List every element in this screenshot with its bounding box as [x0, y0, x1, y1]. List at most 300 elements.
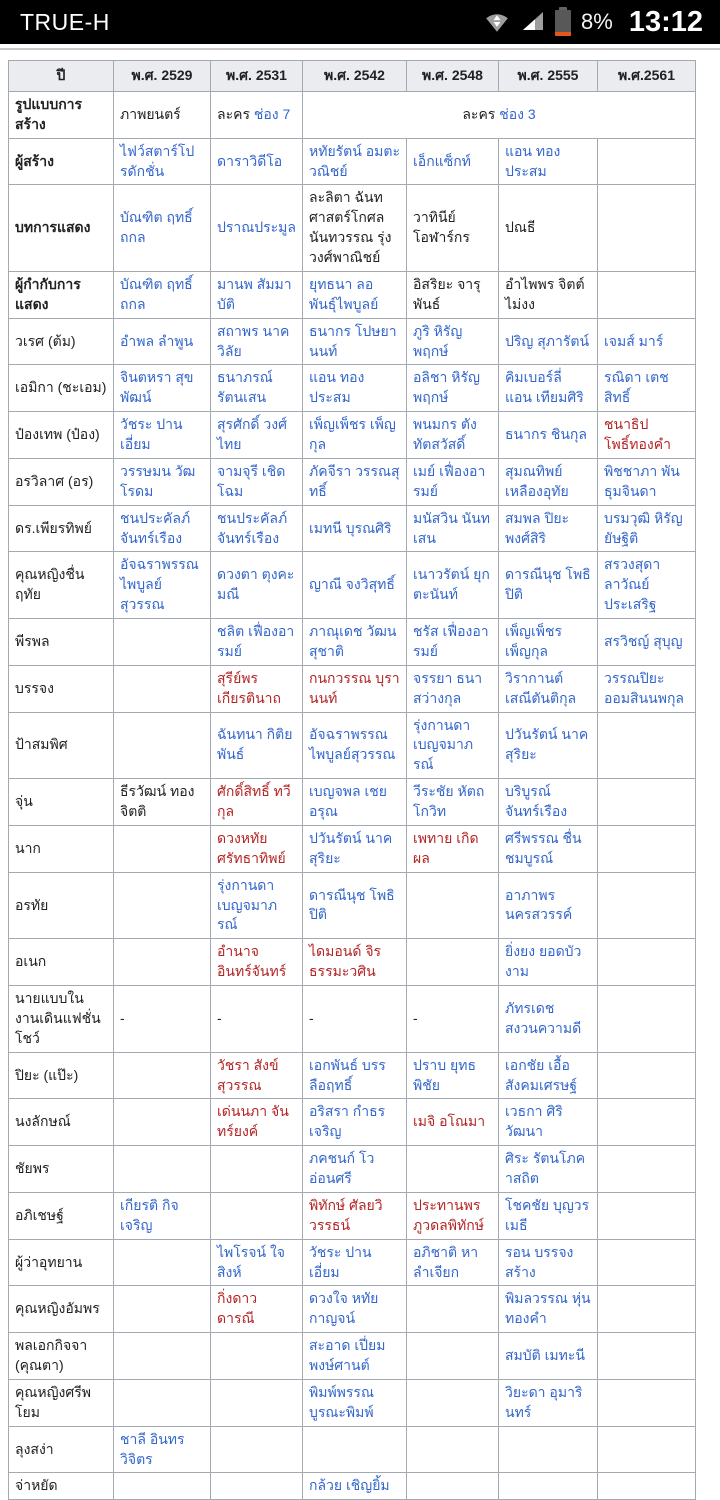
cast-cell — [407, 1473, 499, 1500]
plain-text: - — [413, 1009, 418, 1026]
cast-cell — [499, 619, 598, 666]
wiki-link[interactable]: เอกพันธ์ บรรลือฤทธิ์ — [309, 1056, 386, 1093]
cast-cell — [211, 271, 303, 318]
wiki-link[interactable]: ปวันรัตน์ นาคสุริยะ — [309, 829, 393, 866]
wiki-link[interactable]: เวธกา ศิริวัฒนา — [505, 1103, 563, 1140]
cast-cell — [114, 1239, 211, 1286]
cast-cell — [499, 1192, 598, 1239]
cast-cell — [114, 185, 211, 272]
table-row — [9, 1426, 696, 1473]
wiki-link[interactable]: ไฟว์สตาร์โปรดักชั่น — [120, 142, 195, 179]
cast-cell — [598, 619, 696, 666]
wiki-link[interactable]: ภูริ หิรัญพฤกษ์ — [413, 322, 463, 359]
cast-cell — [303, 138, 407, 185]
row-label: จ่าหยัด — [9, 1473, 114, 1500]
row-label: รูปแบบการสร้าง — [9, 91, 114, 138]
cast-cell — [407, 1333, 499, 1380]
table-row — [9, 712, 696, 779]
wiki-link[interactable]: แอน ทองประสม — [309, 369, 365, 406]
row-label: อเนก — [9, 939, 114, 986]
wiki-link[interactable]: วรรณปิยะ ออมสินนพกุล — [604, 669, 685, 706]
cast-cell — [499, 552, 598, 619]
wiki-link[interactable]: ปริญ สุภารัตน์ — [505, 332, 590, 349]
wiki-link[interactable]: อำพล ลำพูน — [120, 332, 194, 349]
wiki-link[interactable]: ปวันรัตน์ นาคสุริยะ — [505, 726, 589, 763]
wiki-link[interactable]: พิมลวรรณ หุ่นทองคำ — [505, 1290, 591, 1327]
cast-cell — [598, 1192, 696, 1239]
cast-cell — [598, 825, 696, 872]
cast-cell — [303, 986, 407, 1053]
cast-cell — [211, 825, 303, 872]
cast-cell — [114, 665, 211, 712]
cast-cell — [211, 1333, 303, 1380]
wiki-link[interactable]: ชลิต เฟื่องอารมย์ — [217, 623, 295, 659]
cast-cell — [211, 458, 303, 505]
row-label: ผู้ว่าอุทยาน — [9, 1239, 114, 1286]
wiki-link[interactable]: ภคชนก์ โวอ่อนศรี — [309, 1150, 375, 1186]
table-row — [9, 91, 696, 138]
wiki-link[interactable]: มานพ สัมมาบัติ — [217, 275, 292, 312]
wiki-link[interactable]: วิรากานต์ เสณีตันติกุล — [505, 669, 577, 706]
wifi-data-arrows-icon — [484, 9, 510, 35]
wiki-link[interactable]: วิยะดา อุมารินทร์ — [505, 1383, 583, 1420]
cast-cell — [114, 825, 211, 872]
wiki-link[interactable]: ญาณี จงวิสุทธิ์ — [309, 576, 395, 593]
cast-cell — [303, 1286, 407, 1333]
wiki-link[interactable]: เจมส์ มาร์ — [604, 332, 664, 349]
wiki-link[interactable]: ดาราวิดีโอ — [217, 152, 283, 169]
red-link[interactable]: เมจิ อโณมา — [413, 1113, 486, 1130]
cast-cell — [499, 1099, 598, 1146]
plain-text: ปณธี — [505, 219, 536, 236]
wiki-link[interactable]: เพ็ญเพ็ชร เพ็ญกุล — [309, 416, 396, 452]
cast-cell — [211, 185, 303, 272]
wiki-link[interactable]: กล้วย เชิญยิ้ม — [309, 1477, 390, 1494]
cast-cell — [211, 505, 303, 552]
row-label: อภิเชษฐ์ — [9, 1192, 114, 1239]
cast-cell — [114, 412, 211, 459]
cast-cell — [499, 986, 598, 1053]
table-row — [9, 1333, 696, 1380]
cast-cell — [303, 458, 407, 505]
table-row — [9, 1379, 696, 1426]
cast-cell — [303, 1099, 407, 1146]
wiki-link[interactable]: ช่อง 7 — [253, 105, 291, 122]
wiki-link[interactable]: ธนาภรณ์ รัตนเสน — [217, 369, 273, 406]
cast-cell — [114, 505, 211, 552]
cast-cell — [407, 1052, 499, 1099]
wiki-link[interactable]: โชคชัย บุญวรเมธี — [505, 1196, 590, 1233]
cast-cell — [598, 665, 696, 712]
cast-cell — [499, 458, 598, 505]
red-link[interactable]: ไดมอนด์ จิรธรรมะวศิน — [309, 943, 382, 980]
plain-text: ธีรวัฒน์ ทองจิตติ — [120, 783, 195, 819]
cast-cell — [499, 365, 598, 412]
cast-cell — [303, 825, 407, 872]
wiki-link[interactable]: ภาณุเดช วัฒนสุชาติ — [309, 623, 397, 659]
wiki-link[interactable]: ไพโรจน์ ใจสิงห์ — [217, 1243, 286, 1280]
wiki-link[interactable]: เอ็กแซ็กท์ — [413, 152, 471, 169]
red-link[interactable]: ประทานพร ภูวดลพิทักษ์ — [413, 1196, 484, 1233]
wiki-link[interactable]: วรรษมน วัฒโรดม — [120, 462, 196, 499]
wiki-link[interactable]: ช่อง 3 — [499, 105, 536, 122]
row-label: พีรพล — [9, 619, 114, 666]
battery-percent: 8% — [581, 9, 613, 34]
wiki-link[interactable]: พนมกร ตังทัตสวัสดิ์ — [413, 416, 477, 452]
cast-cell — [211, 1192, 303, 1239]
cast-cell — [598, 872, 696, 939]
cast-cell — [303, 1426, 407, 1473]
cast-cell — [598, 1146, 696, 1193]
cast-cell — [303, 1333, 407, 1380]
cast-cell — [598, 1239, 696, 1286]
table-row — [9, 1052, 696, 1099]
table-row — [9, 1286, 696, 1333]
cast-cell — [499, 1239, 598, 1286]
wiki-link[interactable]: เมย์ เฟื่องอารมย์ — [413, 462, 486, 499]
cast-cell — [211, 1146, 303, 1193]
plain-text: - — [309, 1009, 314, 1026]
cast-cell — [114, 986, 211, 1053]
cast-cell — [407, 619, 499, 666]
cast-cell — [114, 91, 211, 138]
status-time: 13:12 — [628, 5, 703, 38]
wiki-link[interactable]: ปราบ ยุทธพิชัย — [413, 1056, 477, 1093]
table-row — [9, 1099, 696, 1146]
cast-cell — [211, 138, 303, 185]
red-link[interactable]: เพทาย เกิดผล — [413, 829, 479, 866]
wiki-link[interactable]: บรมวุฒิ หิรัญยัษฐิติ — [604, 509, 683, 546]
wiki-link[interactable]: มนัสวิน นันทเสน — [413, 509, 491, 546]
cast-cell — [211, 1286, 303, 1333]
cast-cell — [407, 1379, 499, 1426]
wiki-link[interactable]: สุรศักดิ์ วงศ์ไทย — [217, 416, 287, 452]
cast-cell — [114, 872, 211, 939]
wiki-link[interactable]: ชนประคัลภ์ จันทร์เรือง — [217, 509, 288, 546]
cast-cell — [114, 1192, 211, 1239]
cast-cell — [499, 1052, 598, 1099]
cast-cell — [499, 872, 598, 939]
cast-cell — [114, 779, 211, 826]
status-bar-icons — [484, 6, 703, 39]
cast-cell — [211, 712, 303, 779]
cast-cell — [499, 412, 598, 459]
red-link[interactable]: เด่นนภา จันทร์ยงค์ — [217, 1103, 289, 1140]
wiki-link[interactable]: รณิดา เตชสิทธิ์ — [604, 369, 669, 406]
cast-cell — [114, 1052, 211, 1099]
cast-cell — [598, 138, 696, 185]
signal-strength-icon — [520, 11, 544, 33]
cast-cell — [211, 665, 303, 712]
row-label: คุณหญิงศรีพโยม — [9, 1379, 114, 1426]
wiki-link[interactable]: เมทนี บุรณศิริ — [309, 519, 392, 536]
cast-cell — [407, 872, 499, 939]
cast-table — [8, 60, 696, 1500]
cast-cell — [499, 138, 598, 185]
red-link[interactable]: อำนาจ อินทร์จันทร์ — [217, 943, 287, 980]
wiki-link[interactable]: ภัคจีรา วรรณสุทธิ์ — [309, 462, 400, 499]
red-link[interactable]: วัชรา สังข์สุวรรณ — [217, 1056, 279, 1093]
wiki-link[interactable]: แอน ทองประสม — [505, 142, 561, 179]
cast-cell — [211, 552, 303, 619]
wiki-link[interactable]: สุมณทิพย์ เหลืองอุทัย — [505, 462, 569, 499]
wiki-link[interactable]: อริสรา กำธรเจริญ — [309, 1103, 386, 1140]
cast-cell — [598, 412, 696, 459]
wiki-link[interactable]: สรวงสุดา ลาวัณย์ประเสริฐ — [604, 556, 661, 613]
cast-cell — [303, 712, 407, 779]
wiki-link[interactable]: อภิชาติ หาลำเจียก — [413, 1243, 479, 1280]
cast-cell — [303, 1146, 407, 1193]
cast-cell — [598, 458, 696, 505]
red-link[interactable]: ชนาธิป โพธิ์ทองคำ — [604, 416, 671, 452]
cast-cell — [499, 1333, 598, 1380]
cast-cell — [303, 271, 407, 318]
cast-cell — [407, 271, 499, 318]
wiki-link[interactable]: สะอาด เปี่ยมพงษ์ศานต์ — [309, 1337, 386, 1373]
cast-cell — [407, 458, 499, 505]
wiki-link[interactable]: บริบูรณ์ จันทร์เรือง — [505, 783, 568, 819]
cast-cell — [114, 1099, 211, 1146]
cast-cell — [598, 1379, 696, 1426]
cast-cell — [598, 939, 696, 986]
wiki-link[interactable]: ดารณีนุช โพธิปิติ — [505, 566, 591, 603]
wiki-link[interactable]: จามจุรี เชิดโฉม — [217, 462, 286, 499]
cast-cell — [499, 318, 598, 365]
cast-cell — [407, 365, 499, 412]
year-column-header: ปี — [9, 61, 114, 92]
cast-cell — [211, 1239, 303, 1286]
cast-cell — [114, 1333, 211, 1380]
cast-cell — [598, 712, 696, 779]
wiki-link[interactable]: พิชชาภา พันธุมจินดา — [604, 462, 680, 499]
cast-cell — [114, 1146, 211, 1193]
wiki-link[interactable]: ดารณีนุช โพธิปิติ — [309, 886, 395, 923]
wiki-link[interactable]: จินตหรา สุขพัฒน์ — [120, 369, 194, 406]
wiki-link[interactable]: ดวงใจ หทัยกาญจน์ — [309, 1290, 379, 1327]
wiki-link[interactable]: จรรยา ธนาสว่างกุล — [413, 669, 483, 706]
row-label: ดร.เพียรทิพย์ — [9, 505, 114, 552]
wiki-link[interactable]: ฉันทนา กิติยพันธ์ — [217, 726, 293, 763]
red-link[interactable]: กนกวรรณ บุรานนท์ — [309, 669, 400, 706]
wiki-link[interactable]: หทัยรัตน์ อมตะวณิชย์ — [309, 142, 400, 179]
plain-text: - — [120, 1009, 125, 1026]
cast-cell — [598, 1052, 696, 1099]
cast-cell — [114, 318, 211, 365]
wiki-link[interactable]: ยิ่งยง ยอดบัวงาม — [505, 943, 582, 980]
red-link[interactable]: กิ่งดาว ดารณี — [217, 1290, 258, 1327]
table-header-row — [9, 61, 696, 92]
cast-cell — [211, 412, 303, 459]
table-row — [9, 779, 696, 826]
wiki-link[interactable]: อัจฉราพรรณ ไพบูลย์สุวรรณ — [309, 726, 396, 763]
row-label: ลุงสง่า — [9, 1426, 114, 1473]
cast-cell — [499, 1379, 598, 1426]
cast-cell — [303, 552, 407, 619]
wiki-link[interactable]: สถาพร นาควิลัย — [217, 322, 290, 359]
cast-cell — [114, 712, 211, 779]
cast-cell — [211, 1473, 303, 1500]
wiki-link[interactable]: บัณฑิต ฤทธิ์ถกล — [120, 209, 193, 246]
cast-cell — [211, 91, 303, 138]
plain-text: อิสริยะ จารุพันธ์ — [413, 275, 481, 312]
cast-cell — [598, 1426, 696, 1473]
wiki-link[interactable]: วัชระ ปานเอี่ยม — [309, 1243, 372, 1280]
wiki-link[interactable]: รุ่งกานดา เบญจมาภรณ์ — [413, 716, 474, 773]
cast-cell — [303, 939, 407, 986]
wiki-link[interactable]: ศิระ รัตนโภคาสถิต — [505, 1150, 586, 1186]
wiki-link[interactable]: เบญจพล เชยอรุณ — [309, 783, 387, 819]
cast-cell — [211, 1052, 303, 1099]
cast-cell — [211, 779, 303, 826]
cast-cell — [499, 1146, 598, 1193]
wiki-link[interactable]: ชาลี อินทรวิจิตร — [120, 1430, 185, 1467]
wiki-link[interactable]: บัณฑิต ฤทธิ์ถกล — [120, 275, 193, 312]
table-row — [9, 1192, 696, 1239]
year-header: พ.ศ. 2548 — [407, 61, 499, 92]
red-link[interactable]: สุรีย์พร เกียรตินาถ — [217, 669, 281, 706]
cast-cell — [114, 552, 211, 619]
cast-cell — [407, 318, 499, 365]
row-label: เอมิกา (ชะเอม) — [9, 365, 114, 412]
cast-cell — [407, 552, 499, 619]
table-row — [9, 986, 696, 1053]
table-row — [9, 185, 696, 272]
row-label: บทการแสดง — [9, 185, 114, 272]
row-label: ชัยพร — [9, 1146, 114, 1193]
cast-cell — [499, 825, 598, 872]
plain-text: อำไพพร จิตต์ไม่งง — [505, 275, 585, 312]
wiki-link[interactable]: เกียรติ กิจเจริญ — [120, 1196, 179, 1233]
cast-cell — [303, 1379, 407, 1426]
wiki-link[interactable]: ชนประคัลภ์ จันทร์เรือง — [120, 509, 191, 546]
cast-cell — [407, 1146, 499, 1193]
cast-cell — [407, 505, 499, 552]
wiki-link[interactable]: ธนากร ชินกุล — [505, 426, 587, 443]
cast-cell — [407, 825, 499, 872]
statusbar-shadow-divider — [0, 48, 720, 50]
table-row — [9, 271, 696, 318]
cast-cell — [499, 505, 598, 552]
cast-cell — [114, 619, 211, 666]
cast-cell — [598, 552, 696, 619]
wiki-link[interactable]: เอกชัย เอื้อสังคมเศรษฐ์ — [505, 1056, 578, 1093]
row-label: อรวิลาศ (อร) — [9, 458, 114, 505]
wiki-link[interactable]: ภัทรเดช สงวนความดี — [505, 999, 582, 1036]
row-label: พลเอกกิจจา (คุณตา) — [9, 1333, 114, 1380]
table-row — [9, 365, 696, 412]
wiki-link[interactable]: สมบัติ เมทะนี — [505, 1347, 585, 1364]
wiki-link[interactable]: ศรีพรรณ ชื่นชมบูรณ์ — [505, 829, 582, 866]
row-label: ปิยะ (แป๊ะ) — [9, 1052, 114, 1099]
row-label: ป๋องเทพ (ป๋อง) — [9, 412, 114, 459]
cast-cell — [499, 779, 598, 826]
row-label: ผู้กำกับการแสดง — [9, 271, 114, 318]
cast-cell — [407, 412, 499, 459]
wiki-link[interactable]: ชรัส เฟื่องอารมย์ — [413, 623, 489, 659]
wiki-link[interactable]: พิมพ์พรรณ บูรณะพิมพ์ — [309, 1383, 374, 1420]
table-row — [9, 138, 696, 185]
cast-cell — [114, 138, 211, 185]
row-label: คุณหญิงอัมพร — [9, 1286, 114, 1333]
cast-cell — [598, 271, 696, 318]
wiki-link[interactable]: อาภาพร นครสวรรค์ — [505, 886, 573, 923]
cast-cell — [407, 1426, 499, 1473]
wiki-link[interactable]: คิมเบอร์ลี่ แอน เทียมศิริ — [505, 369, 584, 406]
row-label: อรทัย — [9, 872, 114, 939]
cast-cell — [211, 318, 303, 365]
cast-cell — [303, 318, 407, 365]
wiki-link[interactable]: อัจฉราพรรณ ไพบูลย์สุวรรณ — [120, 556, 199, 613]
wiki-link[interactable]: วีระชัย หัตถโกวิท — [413, 783, 485, 819]
table-row — [9, 825, 696, 872]
cast-cell — [211, 986, 303, 1053]
wiki-link[interactable]: ธนากร โปษยานนท์ — [309, 322, 397, 359]
table-row — [9, 1473, 696, 1500]
cast-cell — [407, 712, 499, 779]
wiki-link[interactable]: อลิชา หิรัญพฤกษ์ — [413, 369, 480, 406]
cast-cell — [407, 1239, 499, 1286]
wiki-link[interactable]: ปราณประมูล — [217, 219, 296, 236]
cast-cell — [303, 365, 407, 412]
cast-cell — [499, 712, 598, 779]
cast-cell — [499, 665, 598, 712]
cast-cell — [303, 185, 407, 272]
year-header: พ.ศ. 2555 — [499, 61, 598, 92]
cast-cell — [499, 1426, 598, 1473]
row-label: คุณหญิงชื่นฤทัย — [9, 552, 114, 619]
wiki-link[interactable]: วัชระ ปานเอี่ยม — [120, 416, 183, 452]
cast-cell — [499, 185, 598, 272]
red-link[interactable]: ศักดิ์สิทธิ์ ทวีกุล — [217, 783, 291, 819]
cast-cell — [407, 665, 499, 712]
red-link[interactable]: พิทักษ์ ศัลยวิวรรธน์ — [309, 1196, 383, 1233]
red-link[interactable]: ดวงหทัย ศรัทธาทิพย์ — [217, 829, 286, 866]
table-row — [9, 872, 696, 939]
plain-text: ละคร — [217, 105, 254, 122]
wiki-link[interactable]: ยุทธนา ลอพันธุ์ไพบูลย์ — [309, 275, 379, 312]
cast-cell — [598, 779, 696, 826]
wiki-link[interactable]: รอน บรรจงสร้าง — [505, 1243, 574, 1280]
cast-cell — [499, 1473, 598, 1500]
wiki-link[interactable]: รุ่งกานดา เบญจมาภรณ์ — [217, 876, 278, 933]
wiki-link[interactable]: ดวงตา ตุงคะมณี — [217, 566, 295, 603]
cast-cell — [499, 939, 598, 986]
row-label: บรรจง — [9, 665, 114, 712]
plain-text: ภาพยนตร์ — [120, 105, 181, 122]
wiki-link[interactable]: สมพล ปิยะพงศ์สิริ — [505, 509, 570, 546]
year-header: พ.ศ.2561 — [598, 61, 696, 92]
wiki-link[interactable]: เพ็ญเพ็ชร เพ็ญกุล — [505, 623, 562, 659]
row-label: ป้าสมพิศ — [9, 712, 114, 779]
status-bar — [0, 0, 720, 44]
wiki-link[interactable]: เนาวรัตน์ ยุกตะนันท์ — [413, 566, 490, 603]
plain-text: - — [217, 1009, 222, 1026]
cast-cell — [303, 505, 407, 552]
wiki-link[interactable]: สรวิชญ์ สุบุญ — [604, 632, 683, 649]
cast-cell — [303, 412, 407, 459]
table-row — [9, 1146, 696, 1193]
cast-cell — [598, 185, 696, 272]
cast-cell — [598, 1333, 696, 1380]
cast-cell — [303, 779, 407, 826]
plain-text: ละคร — [462, 105, 500, 122]
cast-cell — [114, 1426, 211, 1473]
cast-cell — [303, 1239, 407, 1286]
year-header: พ.ศ. 2542 — [303, 61, 407, 92]
table-row — [9, 458, 696, 505]
table-row — [9, 318, 696, 365]
cast-cell — [407, 779, 499, 826]
